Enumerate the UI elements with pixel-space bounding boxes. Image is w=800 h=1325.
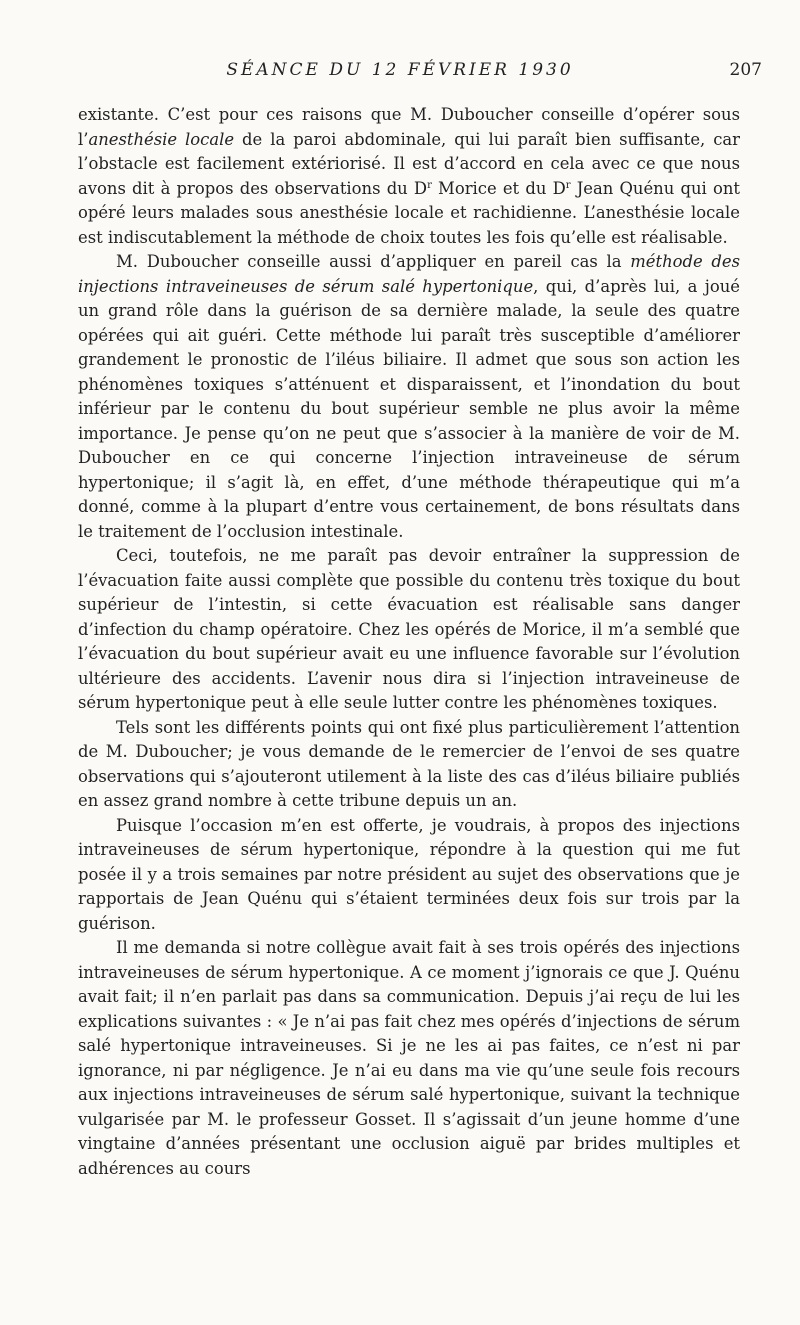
paragraph-5: Puisque l’occasion m’en est offerte, je voudrais, à propos des injections intraveineuses de sérum hypertonique, répondre à la question qui me fut posée il y a trois semaines par notre président au sujet des observations que je rapportais de Jean Quénu qui s’étaient terminées deux fois sur trois par la guérison. — [78, 815, 740, 933]
paragraph-2 — [78, 250, 740, 544]
paragraph-1-text-4: Jean Quénu qui ont opéré leurs malades sous anesthésie locale et rachidienne. L’anesthésie locale est indiscutablement la méthode de choix toutes les fois qu’elle est réalisable. — [78, 178, 740, 247]
page-number: 207 — [729, 60, 762, 80]
body-text — [78, 103, 740, 1181]
paragraph-2-italic: méthode des injections intraveineuses de sérum salé hypertonique — [78, 252, 740, 296]
paragraph-1 — [78, 103, 740, 250]
paragraph-1-italic: anesthésie locale — [88, 129, 235, 149]
paragraph-4: Tels sont les différents points qui ont fixé plus particulièrement l’attention de M. Duboucher; je vous demande de le remercier de l’envoi de ses quatre observations qui s’ajouteront utilement à la liste des cas d’iléus biliaire publiés en assez grand nombre à cette tribune depuis un an. — [78, 717, 740, 810]
paragraph-6: Il me demanda si notre collègue avait fait à ses trois opérés des injections intraveineuses de sérum hypertonique. A ce moment j’ignorais ce que J. Quénu avait fait; il n’en parlait pas dans sa communication. Depuis j’ai reçu de lui les explications suivantes : « Je n’ai pas fait chez mes opérés d’injections de sérum salé hypertonique intraveineuses. Si je ne les ai pas faites, ce n’est ni par ignorance, ni par négligence. Je n’ai eu dans ma vie qu’une seule fois recours aux injections intraveineuses de sérum salé hypertonique, suivant la technique vulgarisée par M. le professeur Gosset. Il s’agissait d’un jeune homme d’une vingtaine d’années présentant une occlusion aiguë par brides multiples et adhérences au cours — [78, 938, 740, 1178]
superscript-r: r — [427, 179, 432, 191]
paragraph-2-text: M. Duboucher conseille aussi d’appliquer en pareil cas la — [116, 252, 631, 271]
paragraph-2-text-2: , qui, d’après lui, a joué un grand rôle dans la guérison de sa dernière malade, la seule des quatre opérées qui ait guéri. Cette méthode lui paraît très susceptible d’améliorer grandement le pronostic de l’iléus biliaire. Il admet que sous son action les phénomènes toxiques s’atténuent et disparaissent, et l’inondation du bout inférieur par le contenu du bout supérieur semble ne plus avoir la même importance. Je pense qu’on ne peut que s’associer à la manière de voir de M. Duboucher en ce qui concerne l’injection intraveineuse de sérum hypertonique; il s’agit là, en effet, d’une méthode thérapeutique qui m’a donné, comme à la plupart d’entre vous certainement, de bons résultats dans le traitement de l’occlusion intestinale. — [78, 276, 740, 541]
paragraph-3: Ceci, toutefois, ne me paraît pas devoir entraîner la suppression de l’évacuation faite aussi complète que possible du contenu très toxique du bout supérieur de l’intestin, si cette évacuation est réalisable sans danger d’infection du champ opératoire. Chez les opérés de Morice, il m’a semblé que l’évacuation du bout supérieur avait eu une influence favorable sur l’évolution ultérieure des accidents. L’avenir nous dira si l’injection intraveineuse de sérum hypertonique peut à elle seule lutter contre les phénomènes toxiques. — [78, 546, 740, 712]
paragraph-1-text-2: de la paroi abdominale, qui lui paraît bien suffisante, car l’obstacle est facilement extériorisé. Il est d’accord en cela avec ce que nous avons dit à propos des observations du D — [78, 129, 740, 198]
paragraph-1-text: existante. C’est pour ces raisons que M. Duboucher conseille d’opérer sous l’ — [78, 105, 740, 149]
paragraph-1-text-3: Morice et du D — [431, 178, 566, 198]
superscript-r: r — [565, 179, 571, 191]
running-head: SÉANCE DU 12 FÉVRIER 1930 — [226, 60, 574, 80]
page-header — [0, 60, 800, 90]
